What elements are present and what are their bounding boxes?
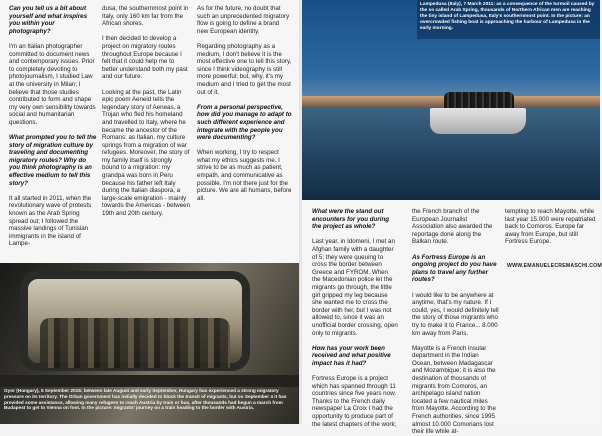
paragraph: tempting to reach Mayotte, while last year 15.000 were repatriated back to Comoros. Europe far away from Europe, but still Fortress Europe. — [505, 208, 596, 246]
passengers — [40, 318, 230, 368]
train-photo-caption: Gyor (Hungary), 5 September 2015: between late August and early September, Hungary has experienced a strong migratory pressure on its territory. The Orban government has initially decided to block the transit of migrants, but on September 4 it has provided some assistance, allowing many refugees to reach Austria by train or bus, after thousands had begun a march from Budapest to get to Vienna on foot. In the picture: migrants' journey on a train heading to the border with Austria. — [4, 388, 287, 411]
paragraph: It all started in 2011, when the revolutionary wave of protests known as the Arab Spring spread out; I followed the massive landings of Tunisian immigrants in the island of Lampe- — [9, 194, 92, 248]
question: How has your work been received and what positive impact has it had? — [312, 344, 391, 367]
paragraph: As for the future, no doubt that such an unprecedented migratory flow is going to define a brand new European identity. — [197, 5, 290, 35]
paragraph: Last year, in Idomeni, I met an Afghan family with a daughter of 5; they were queuing to cross the border between Greece and FYROM. When the Macedonian police let the migrants go through, the little girl gripped my leg because she wanted me to cross the border with her, but I was not allowed to, since it was an unofficial border crossing, open only to migrants. — [312, 238, 398, 337]
left-column-3 — [197, 5, 292, 265]
boat-photo — [302, 0, 600, 200]
paragraph: the French branch of the European Journalist Association also awarded the reportage done along the Balkan route. — [412, 208, 493, 246]
paragraph: I'm an Italian photographer committed to document news and contemporary issues. Prior to completely devoting to photojournalism, I studied Law at the university in Milan; I believe that those studies contributed to form and shape my very own sensibility towards social and humanitarian questions. — [9, 42, 96, 126]
train-photo — [0, 263, 299, 424]
paragraph: I would like to be anywhere at anytime, that's my nature. If I could, yes, I would definitely tell the story of those migrants who try to make it to France... 8.000 km away from Paris. — [412, 291, 499, 337]
paragraph: Mayotte is a French insular department in the Indian Ocean, between Madagascar and Mozambique; it is also the destination of thousands of migrants from Comoros, an archipelago island nation located a few nautical miles from Mayotte. According to the French authorities, since 1995 almost 10.000 Comorians lost their life while at- — [412, 344, 496, 436]
question: As Fortress Europe is an ongoing project do you have plans to travel any further routes? — [412, 253, 497, 284]
question: What prompted you to tell the story of migration culture by traveling and documenting migratory routes? Why do you think photography is an effective medium to tell this story? — [9, 134, 97, 187]
question: From a personal perspective, how did you manage to adapt to such different experience and integrate with the people you were documenting? — [197, 103, 292, 142]
right-column-2 — [412, 208, 500, 436]
paragraph: I then decided to develop a project on migratory routes throughout Europe because I felt that it could help me to better understand both my past and our future. — [102, 35, 188, 81]
question: What were the stand out encounters for you during the project as whole? — [312, 208, 390, 231]
fishing-boat — [430, 108, 526, 134]
paragraph: Looking at the past, the Latin epic poem Aeneid tells the legendary story of Aeneas, a Trojan who fled his homeland and travelled to Italy, where he became the ancestor of the Romans: as Italian, my culture springs from a migration of war refugees. Moreover, the story of my family itself is strongly bound to a migration: my grandpa was born in Peru because his father left Italy during the Italian diaspora, a large-scale emigration - mainly towards the Americas - between 19th and 20th century. — [102, 88, 191, 218]
paragraph: dusa, the southernmost point in Italy, only 160 km far from the African shores. — [102, 5, 189, 28]
right-column-3 — [505, 208, 602, 269]
website-url[interactable]: WWW.EMANUELECREMASCHI.COM — [507, 263, 602, 269]
left-column-1 — [9, 5, 97, 285]
question: Can you tell us a bit about yourself and what inspires you within your photography? — [9, 5, 88, 35]
boat-photo-caption: Lampedusa (Italy), 7 March 2011: as a consequence of the turmoil caused by the so called Arab Spring, thousands of Northern African men are reaching the tiny island of Lampedusa, Italy's southernmost point. In the picture: an overcrowded fishing boat is approaching the harbour of Lampedusa in the early morning. — [420, 2, 595, 31]
right-column-1 — [312, 208, 398, 428]
left-column-2 — [102, 5, 191, 285]
paragraph: Regarding photography as a medium, I don't believe it is the most effective one to tell this story, since I think videography is still more powerful; but, why, it's my medium and I tried to get the most out of it. — [197, 42, 292, 96]
paragraph: When working, I try to respect what my ethics suggests me. I strive to be as much as patient, empath, and communicative as possible. I'm not there just for the picture. We are all humans, before all. — [197, 149, 292, 202]
paragraph: Fortress Europe is a project which has spanned through 11 countries since five years now. Thanks to the French daily newspaper La Croix I had the opportunity to produce part of the latest chapters of the work; — [312, 375, 397, 428]
window-sill — [0, 375, 299, 387]
